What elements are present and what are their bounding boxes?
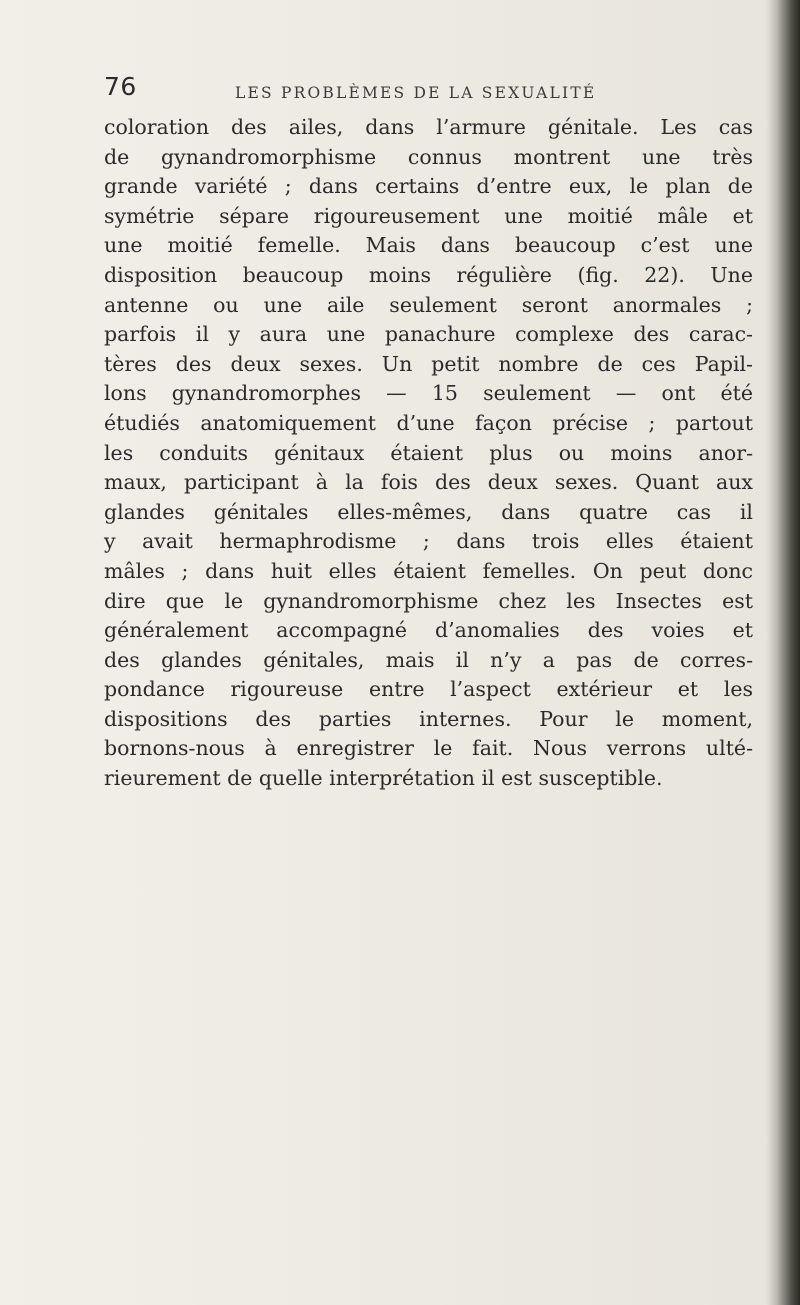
text-line: bornons-nous à enregistrer le fait. Nous verrons ulté- [104, 736, 753, 761]
running-head: LES PROBLÈMES DE LA SEXUALITÉ [235, 84, 597, 102]
text-line: grande variété ; dans certains d’entre eux, le plan de [104, 174, 753, 199]
text-line: généralement accompagné d’anomalies des voies et [104, 618, 753, 643]
page-header [104, 72, 752, 112]
text-line: des glandes génitales, mais il n’y a pas de corres- [104, 647, 753, 672]
text-line: lons gynandromorphes — 15 seulement — ont été [104, 381, 753, 406]
body-paragraph [104, 113, 753, 794]
text-line: y avait hermaphrodisme ; dans trois elles étaient [104, 529, 753, 554]
text-line: les conduits génitaux étaient plus ou moins anor- [104, 440, 753, 465]
text-line: dire que le gynandromorphisme chez les Insectes est [104, 588, 753, 613]
text-line: coloration des ailes, dans l’armure génitale. Les cas [104, 115, 753, 139]
text-line: étudiés anatomiquement d’une façon précise ; partout [104, 410, 753, 435]
text-line: dispositions des parties internes. Pour le moment, [104, 706, 753, 731]
text-line: antenne ou une aile seulement seront anormales ; [104, 292, 753, 317]
text-line: glandes génitales elles-mêmes, dans quatre cas il [104, 499, 753, 524]
book-binding-edge [766, 0, 800, 1305]
text-line: disposition beaucoup moins régulière (fig. 22). Une [104, 262, 753, 287]
text-line: une moitié femelle. Mais dans beaucoup c’est une [104, 233, 753, 258]
text-line: rieurement de quelle interprétation il est susceptible. [104, 766, 663, 791]
text-line: tères des deux sexes. Un petit nombre de ces Papil- [104, 351, 753, 376]
text-line: maux, participant à la fois des deux sexes. Quant aux [104, 470, 753, 495]
text-line: parfois il y aura une panachure complexe des carac- [104, 322, 753, 347]
text-line: mâles ; dans huit elles étaient femelles. On peut donc [104, 558, 753, 583]
text-line: de gynandromorphisme connus montrent une très [104, 144, 753, 169]
text-line: symétrie sépare rigoureusement une moitié mâle et [104, 203, 753, 228]
page-number: 76 [104, 72, 137, 101]
text-line: pondance rigoureuse entre l’aspect extérieur et les [104, 677, 753, 702]
